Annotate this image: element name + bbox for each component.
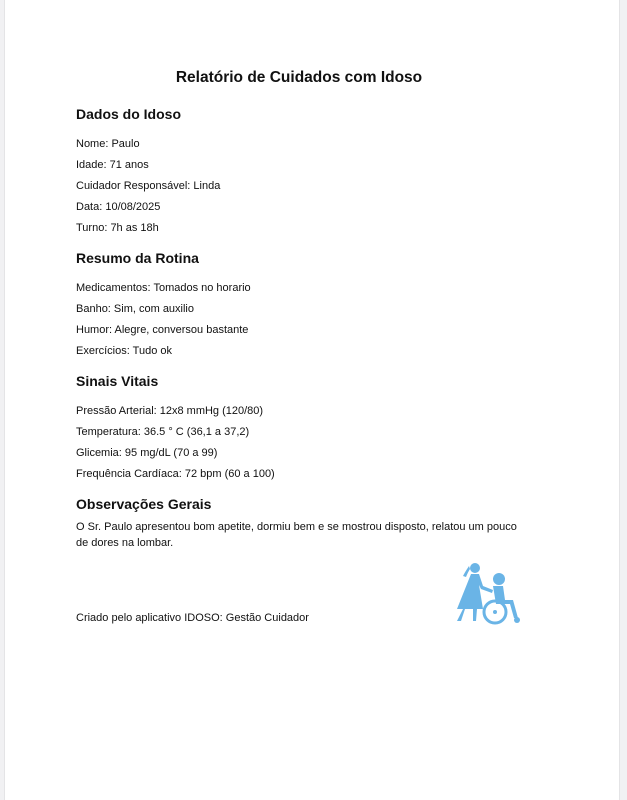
sinais-line: Pressão Arterial: 12x8 mmHg (120/80) [76,405,264,417]
caregiver-wheelchair-icon [457,560,527,633]
observacoes-text: O Sr. Paulo apresentou bom apetite, dormiu bem e se mostrou disposto, relatou um pouco de dores na lombar. [76,521,517,549]
rotina-line: Banho: Sim, com auxilio [76,303,194,315]
dados-line: Turno: 7h as 18h [76,222,159,234]
dados-line: Data: 10/08/2025 [76,201,161,213]
rotina-line: Humor: Alegre, conversou bastante [76,324,249,336]
document-page [4,0,620,800]
rotina-line: Exercícios: Tudo ok [76,345,172,357]
page-title: Relatório de Cuidados com Idoso [175,69,423,86]
section-heading-sinais: Sinais Vitais [76,373,159,389]
dados-line: Cuidador Responsável: Linda [76,180,221,192]
sinais-line: Frequência Cardíaca: 72 bpm (60 a 100) [76,468,275,480]
sinais-line: Temperatura: 36.5 ° C (36,1 a 37,2) [76,426,250,438]
section-heading-rotina: Resumo da Rotina [76,250,199,266]
sinais-line: Glicemia: 95 mg/dL (70 a 99) [76,447,218,459]
rotina-line: Medicamentos: Tomados no horario [76,282,251,294]
dados-line: Idade: 71 anos [76,159,149,171]
section-heading-observacoes: Observações Gerais [76,496,212,512]
section-heading-dados: Dados do Idoso [76,106,181,122]
footer-text: Criado pelo aplicativo IDOSO: Gestão Cuidador [76,612,309,624]
dados-line: Nome: Paulo [76,138,140,150]
